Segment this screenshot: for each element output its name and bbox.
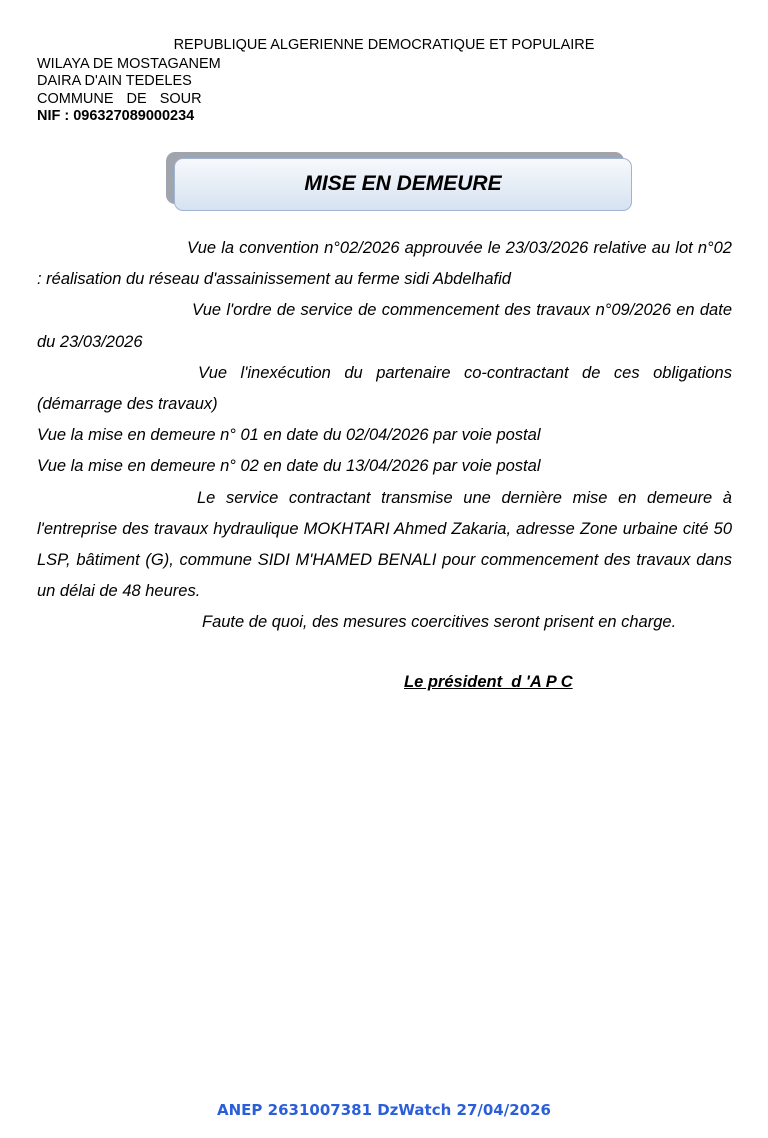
paragraph-ordre-service: Vue l'ordre de service de commencement des travaux n°09/2026 en date du 23/03/2026 (37, 301, 732, 351)
paragraph-mise-demeure-2: Vue la mise en demeure n° 02 en date du 13/04/2026 par voie postal (37, 457, 541, 476)
nif-line: NIF : 096327089000234 (37, 108, 195, 124)
paragraph-mise-demeure-1: Vue la mise en demeure n° 01 en date du 02/04/2026 par voie postal (37, 426, 541, 445)
title-banner (166, 152, 632, 212)
signature: Le président d 'A P C (404, 673, 573, 691)
republic-header: REPUBLIQUE ALGERIENNE DEMOCRATIQUE ET POPULAIRE (173, 37, 595, 53)
document-body (37, 233, 732, 639)
daira-line: DAIRA D'AIN TEDELES (37, 73, 192, 89)
paragraph-convention: Vue la convention n°02/2026 approuvée le 23/03/2026 relative au lot n°02 : réalisation du réseau d'assainissement au ferme sidi Abdelhafid (37, 239, 732, 289)
footer-reference: ANEP 2631007381 DzWatch 27/04/2026 (217, 1101, 551, 1119)
paragraph-faute-de-quoi: Faute de quoi, des mesures coercitives seront prisent en charge. (202, 613, 677, 632)
commune-line: COMMUNE DE SOUR (37, 91, 202, 107)
document-title: MISE EN DEMEURE (304, 172, 502, 195)
wilaya-line: WILAYA DE MOSTAGANEM (37, 56, 221, 72)
paragraph-service-contractant: Le service contractant transmise une dernière mise en demeure à l'entreprise des travaux hydraulique MOKHTARI Ahmed Zakaria, adresse Zone urbaine cité 50 LSP, bâtiment (G), commune SIDI M'HAMED BENALI pour commencement des travaux dans un délai de 48 heures. (37, 488, 732, 601)
paragraph-inexecution: Vue l'inexécution du partenaire co-contractant de ces obligations (démarrage des travaux) (37, 363, 732, 414)
